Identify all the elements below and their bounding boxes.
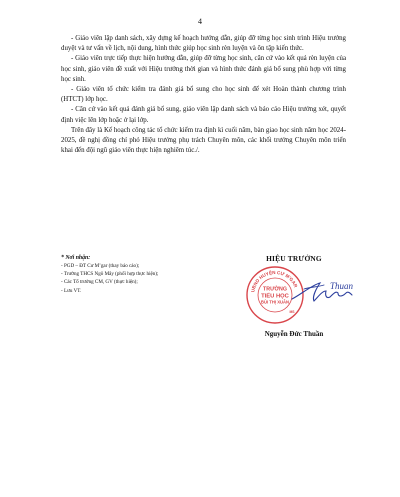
- handwritten-signature-icon: [290, 275, 354, 309]
- signature-block: [232, 254, 356, 339]
- closing-paragraph: Trên đây là Kế hoạch công tác tổ chức kiểm tra định kì cuối năm, bàn giao học sinh năm học 2024-2025, đề nghị đồng chí phó Hiệu trưởng phụ trách Chuyên môn, các khối trưởng Chuyên môn triển khai đến đội ngũ giáo viên thực hiện nghiêm túc./.: [61, 126, 346, 155]
- svg-text:BÙI THỊ XUÂN: BÙI THỊ XUÂN: [260, 299, 290, 305]
- seal-area: [232, 265, 356, 327]
- svg-text:UBND HUYỆN CƯ M'GAR: UBND HUYỆN CƯ M'GAR: [250, 269, 299, 293]
- recipient-item: - Lưu VT.: [61, 287, 82, 294]
- svg-text:MS: MS: [289, 310, 295, 314]
- recipient-item: - Trường THCS Ngô Mây (phối hợp thực hiện);: [61, 271, 159, 278]
- page-number: 4: [198, 17, 202, 26]
- signer-title: HIỆU TRƯỞNG: [266, 254, 322, 263]
- recipient-item: - Các Tổ trưởng CM, GV (thực hiện);: [61, 279, 138, 286]
- paragraph: - Giáo viên tổ chức kiểm tra đánh giá bổ sung cho học sinh để xét Hoàn thành chương trình (HTCT) lớp học.: [61, 86, 346, 104]
- body-text: [61, 34, 346, 156]
- recipient-item: - PGD – ĐT Cư M’gar (thay báo cáo);: [61, 263, 140, 269]
- svg-text:Thuan: Thuan: [330, 281, 354, 291]
- recipients-block: [61, 254, 231, 295]
- signer-name: Nguyễn Đức Thuần: [264, 330, 324, 338]
- paragraph: - Căn cứ vào kết quả đánh giá bổ sung, giáo viên lập danh sách và báo cáo Hiệu trưởng xét, quyết định việc lên lớp hoặc ở lại lớp.: [61, 106, 346, 124]
- paragraph: - Giáo viên lập danh sách, xây dựng kế hoạch hướng dẫn, giúp đỡ từng học sinh trình Hiệu trưởng duyệt và tư vấn về lịch, nội dung, hình thức giúp học sinh rèn luyện và ôn tập kiến thức.: [61, 35, 346, 53]
- svg-text:TIỂU HỌC: TIỂU HỌC: [261, 293, 289, 300]
- recipients-title: * Nơi nhận:: [61, 255, 91, 261]
- paragraph: - Giáo viên trực tiếp thực hiện hướng dẫn, giúp đỡ từng học sinh, căn cứ vào kết quả rèn luyện của học sinh, giáo viên đề xuất với Hiệu trưởng thời gian và hình thức đánh giá bổ sung phù hợp với từng học sinh.: [61, 55, 346, 83]
- svg-text:TRƯỜNG: TRƯỜNG: [263, 286, 287, 293]
